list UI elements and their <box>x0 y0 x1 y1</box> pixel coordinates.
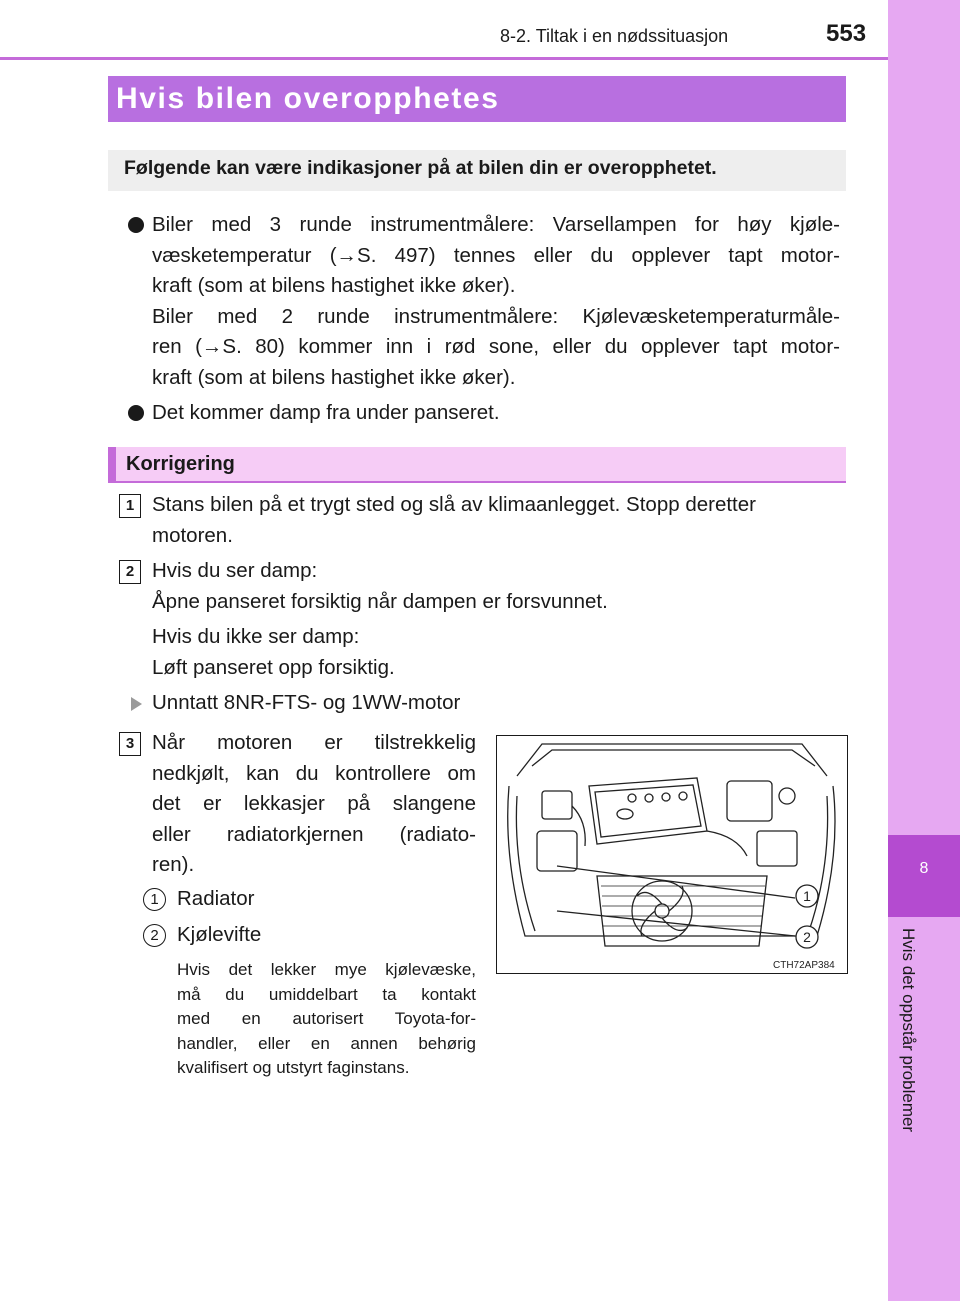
text-line: med en autorisert Toyota-for- <box>177 1009 476 1028</box>
correction-heading-accent <box>108 447 116 483</box>
text-line: kvalifisert og utstyrt faginstans. <box>177 1058 410 1077</box>
bullet-text-gauges <box>152 210 840 393</box>
text-line: Hvis du ikke ser damp: <box>152 625 360 648</box>
text-line: handler, eller en annen behørig <box>177 1033 476 1053</box>
legend-label-radiator: Radiator <box>177 887 255 910</box>
text-line: Åpne panseret forsiktig når dampen er forsvunnet. <box>152 589 608 613</box>
note-text <box>177 958 476 1081</box>
bullet-text-steam: Det kommer damp fra under panseret. <box>152 401 500 424</box>
text-line: Biler med 3 runde instrumentmålere: Varsellampen for høy kjøle- <box>152 213 840 236</box>
header-rule <box>0 57 888 60</box>
section-heading: 8-2. Tiltak i en nødssituasjon <box>500 26 729 46</box>
step-number-3: 3 <box>119 732 141 756</box>
page-title: Hvis bilen overopphetes <box>116 82 500 115</box>
text-line: ren). <box>152 853 195 876</box>
figure-callout-2: 2 <box>803 929 811 945</box>
chapter-title: Hvis det oppstår problemer <box>899 928 918 1133</box>
page-number: 553 <box>826 20 867 47</box>
figure-callout-1: 1 <box>803 888 811 904</box>
engine-variant-label: Unntatt 8NR-FTS- og 1WW-motor <box>152 691 461 714</box>
text-line: må du umiddelbart ta kontakt <box>177 984 476 1004</box>
intro-text: Følgende kan være indikasjoner på at bilen din er overopphetet. <box>124 157 717 179</box>
correction-heading: Korrigering <box>126 453 235 475</box>
text-line: Hvis du ser damp: <box>152 559 318 582</box>
bullet-dot <box>128 405 144 421</box>
chapter-number: 8 <box>919 860 929 877</box>
step-2-text <box>152 556 840 617</box>
step-1-text <box>152 490 840 551</box>
text-line: det er lekkasjer på slangene <box>152 792 476 815</box>
legend-number-1: 1 <box>143 888 166 911</box>
text-line: Stans bilen på et trygt sted og slå av klimaanlegget. Stopp deretter <box>152 493 756 516</box>
step-3-text <box>152 728 476 881</box>
step-2-text-no-steam <box>152 622 840 683</box>
text-line: eller radiatorkjernen (radiato- <box>152 822 476 846</box>
text-line: Løft panseret opp forsiktig. <box>152 655 395 679</box>
engine-bay-drawing <box>497 736 847 973</box>
legend-number-2: 2 <box>143 924 166 947</box>
text-line: motoren. <box>152 523 233 547</box>
text-line: kraft (som at bilens hastighet ikke øker). <box>152 274 516 297</box>
variant-triangle-icon <box>131 697 142 711</box>
text-line: nedkjølt, kan du kontrollere om <box>152 761 476 785</box>
step-number-1: 1 <box>119 494 141 518</box>
text-line: kraft (som at bilens hastighet ikke øker). <box>152 365 516 389</box>
figure-code: CTH72AP384 <box>773 960 835 971</box>
step-number-2: 2 <box>119 560 141 584</box>
text-line: Hvis det lekker mye kjølevæske, <box>177 960 476 979</box>
engine-bay-illustration <box>496 735 848 974</box>
bullet-dot <box>128 217 144 233</box>
text-line: Når motoren er tilstrekkelig <box>152 731 476 754</box>
legend-label-fan: Kjølevifte <box>177 923 262 946</box>
text-line: Biler med 2 runde instrumentmålere: Kjølevæsketemperaturmåle- <box>152 304 840 328</box>
text-line: væsketemperatur (→S. 497) tennes eller du opplever tapt motor- <box>152 243 840 267</box>
text-line: ren (→S. 80) kommer inn i rød sone, eller du opplever tapt motor- <box>152 335 840 358</box>
